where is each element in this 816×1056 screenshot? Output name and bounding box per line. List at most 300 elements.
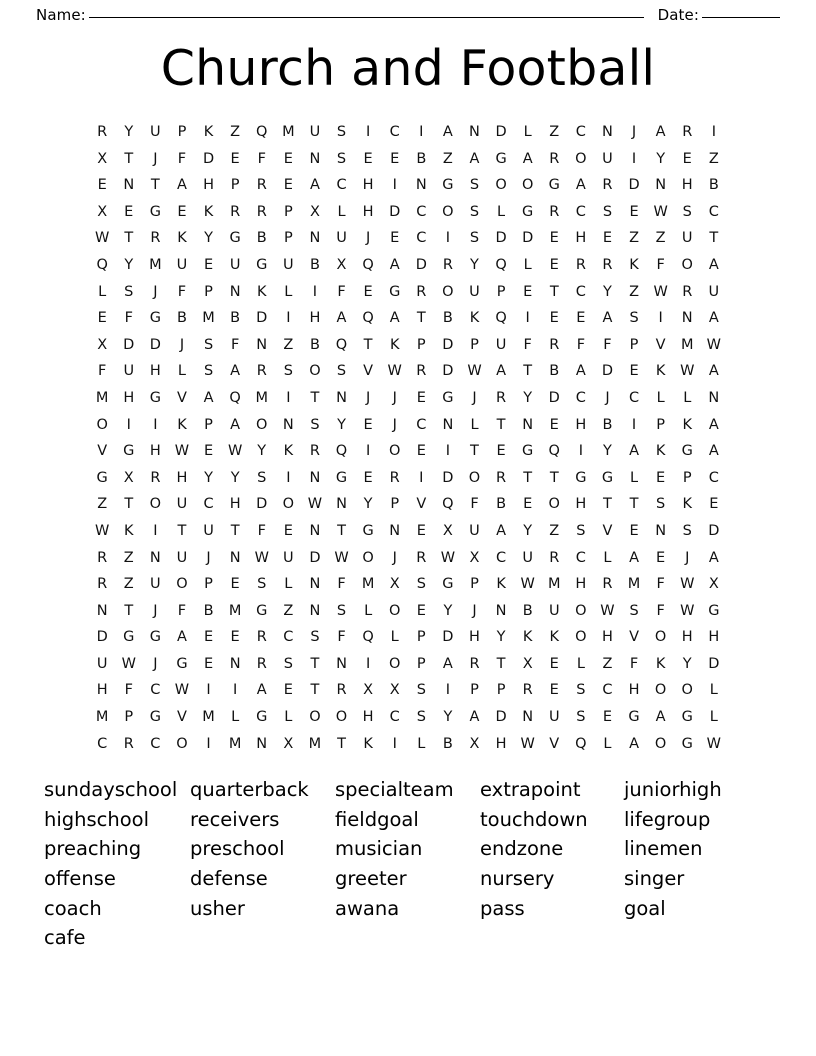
grid-cell[interactable]: Q xyxy=(442,496,454,513)
grid-cell[interactable]: A xyxy=(708,549,719,566)
grid-cell[interactable]: P xyxy=(496,283,506,300)
grid-cell[interactable]: B xyxy=(203,602,214,619)
grid-cell[interactable]: Y xyxy=(257,443,267,460)
grid-cell[interactable]: X xyxy=(97,203,108,220)
grid-cell[interactable]: T xyxy=(523,469,533,486)
grid-cell[interactable]: R xyxy=(256,629,267,646)
grid-cell[interactable]: K xyxy=(522,629,533,646)
grid-cell[interactable]: F xyxy=(177,283,187,300)
grid-cell[interactable]: S xyxy=(602,203,613,220)
grid-cell[interactable]: F xyxy=(523,336,532,353)
word-list-item[interactable]: offense xyxy=(44,867,116,891)
grid-cell[interactable]: E xyxy=(283,150,293,167)
grid-cell[interactable]: T xyxy=(470,443,479,460)
grid-cell[interactable]: E xyxy=(416,522,426,539)
grid-cell[interactable]: I xyxy=(392,177,397,194)
grid-cell[interactable]: W xyxy=(680,602,695,619)
word-list-item[interactable]: musician xyxy=(335,837,423,861)
date-field[interactable] xyxy=(658,6,780,24)
grid-cell[interactable]: T xyxy=(310,682,320,699)
grid-cell[interactable]: J xyxy=(392,416,397,433)
grid-cell[interactable]: O xyxy=(468,469,481,486)
grid-cell[interactable]: Y xyxy=(204,230,213,247)
grid-cell[interactable]: P xyxy=(230,177,240,194)
grid-cell[interactable]: O xyxy=(442,203,454,220)
word-list-item[interactable]: greeter xyxy=(335,867,407,891)
grid-cell[interactable]: W xyxy=(653,283,668,300)
grid-cell[interactable]: B xyxy=(309,256,320,273)
grid-cell[interactable]: W xyxy=(174,443,190,460)
grid-cell[interactable]: B xyxy=(708,177,719,194)
word-list-item[interactable]: quarterback xyxy=(190,778,309,802)
grid-cell[interactable]: D xyxy=(256,310,268,327)
grid-cell[interactable]: G xyxy=(149,629,161,646)
grid-cell[interactable]: R xyxy=(123,735,134,752)
grid-cell[interactable]: M xyxy=(627,576,641,593)
grid-cell[interactable]: R xyxy=(549,549,560,566)
grid-cell[interactable]: Z xyxy=(549,124,560,140)
grid-cell[interactable]: M xyxy=(361,576,375,593)
grid-cell[interactable]: A xyxy=(442,124,453,140)
word-list-item[interactable]: awana xyxy=(335,896,400,920)
grid-cell[interactable]: C xyxy=(389,124,400,140)
grid-cell[interactable]: S xyxy=(469,230,480,247)
grid-cell[interactable]: W xyxy=(387,363,402,380)
grid-cell[interactable]: P xyxy=(682,469,692,486)
grid-cell[interactable]: X xyxy=(389,682,400,699)
grid-cell[interactable]: L xyxy=(523,256,532,273)
grid-cell[interactable]: E xyxy=(363,469,373,486)
grid-cell[interactable]: L xyxy=(98,283,107,300)
grid-cell[interactable]: J xyxy=(472,389,477,406)
grid-cell[interactable]: V xyxy=(602,522,613,539)
grid-cell[interactable]: I xyxy=(578,443,583,460)
grid-cell[interactable]: Q xyxy=(96,256,108,273)
grid-cell[interactable]: W xyxy=(440,549,456,566)
grid-cell[interactable]: D xyxy=(442,469,454,486)
grid-cell[interactable]: U xyxy=(283,549,294,566)
word-list-item[interactable]: highschool xyxy=(44,807,150,831)
grid-cell[interactable]: I xyxy=(126,416,131,433)
grid-cell[interactable]: S xyxy=(336,124,347,140)
grid-cell[interactable]: P xyxy=(470,576,479,593)
grid-cell[interactable]: A xyxy=(336,310,347,327)
grid-cell[interactable]: X xyxy=(442,522,453,539)
grid-cell[interactable]: N xyxy=(708,389,720,406)
grid-cell[interactable]: I xyxy=(445,230,451,247)
grid-cell[interactable]: J xyxy=(605,389,610,406)
grid-cell[interactable]: E xyxy=(656,549,666,566)
grid-cell[interactable]: F xyxy=(470,496,479,513)
grid-cell[interactable]: A xyxy=(708,256,719,273)
grid-cell[interactable]: U xyxy=(176,256,188,273)
grid-cell[interactable]: F xyxy=(629,655,639,672)
grid-cell[interactable]: Z xyxy=(283,336,294,353)
grid-cell[interactable]: D xyxy=(256,496,268,513)
grid-cell[interactable]: M xyxy=(308,735,322,752)
grid-cell[interactable]: U xyxy=(229,256,241,273)
grid-cell[interactable]: Q xyxy=(229,389,241,406)
grid-cell[interactable]: K xyxy=(496,576,506,593)
grid-cell[interactable]: S xyxy=(257,576,267,593)
grid-cell[interactable]: A xyxy=(575,363,586,380)
grid-cell[interactable]: R xyxy=(549,203,560,220)
grid-cell[interactable]: C xyxy=(575,549,586,566)
grid-cell[interactable]: Q xyxy=(495,256,507,273)
grid-cell[interactable]: S xyxy=(576,522,586,539)
grid-cell[interactable]: H xyxy=(575,496,587,513)
grid-cell[interactable]: P xyxy=(283,203,293,220)
grid-cell[interactable]: G xyxy=(123,443,135,460)
grid-cell[interactable]: J xyxy=(365,389,371,406)
grid-cell[interactable]: S xyxy=(203,336,214,353)
grid-cell[interactable]: S xyxy=(416,682,426,699)
grid-cell[interactable]: E xyxy=(656,469,666,486)
grid-cell[interactable]: E xyxy=(629,363,639,380)
grid-cell[interactable]: W xyxy=(307,496,323,513)
grid-cell[interactable]: H xyxy=(176,469,188,486)
grid-cell[interactable]: S xyxy=(283,363,293,380)
grid-cell[interactable]: H xyxy=(575,576,587,593)
grid-cell[interactable]: U xyxy=(495,336,507,353)
grid-cell[interactable]: Z xyxy=(97,496,108,513)
grid-cell[interactable]: X xyxy=(283,735,294,752)
grid-cell[interactable]: U xyxy=(283,256,294,273)
grid-cell[interactable]: Z xyxy=(629,230,640,247)
word-list-item[interactable]: linemen xyxy=(624,837,703,861)
grid-cell[interactable]: F xyxy=(177,150,187,167)
grid-cell[interactable]: A xyxy=(708,416,719,433)
grid-cell[interactable]: Z xyxy=(442,150,453,167)
grid-cell[interactable]: I xyxy=(445,443,451,460)
grid-cell[interactable]: Z xyxy=(230,124,241,140)
grid-cell[interactable]: J xyxy=(153,283,158,300)
grid-cell[interactable]: M xyxy=(228,602,242,619)
word-list-item[interactable]: nursery xyxy=(480,867,555,891)
grid-cell[interactable]: E xyxy=(97,310,107,327)
grid-cell[interactable]: N xyxy=(309,469,321,486)
grid-cell[interactable]: D xyxy=(389,203,401,220)
grid-cell[interactable]: I xyxy=(711,124,716,140)
grid-cell[interactable]: B xyxy=(176,310,187,327)
grid-cell[interactable]: D xyxy=(495,709,507,726)
grid-cell[interactable]: T xyxy=(629,496,639,513)
grid-cell[interactable]: G xyxy=(442,576,454,593)
grid-cell[interactable]: X xyxy=(97,150,108,167)
grid-cell[interactable]: X xyxy=(469,549,480,566)
grid-cell[interactable]: B xyxy=(496,496,507,513)
grid-cell[interactable]: O xyxy=(388,602,401,619)
grid-cell[interactable]: S xyxy=(469,177,480,194)
grid-cell[interactable]: L xyxy=(284,283,293,300)
grid-cell[interactable]: T xyxy=(416,310,426,327)
grid-cell[interactable]: N xyxy=(389,522,401,539)
grid-cell[interactable]: I xyxy=(312,283,318,300)
grid-cell[interactable]: T xyxy=(310,655,320,672)
grid-cell[interactable]: E xyxy=(709,496,719,513)
grid-cell[interactable]: K xyxy=(177,230,187,247)
grid-cell[interactable]: J xyxy=(472,602,477,619)
grid-cell[interactable]: O xyxy=(335,709,348,726)
grid-cell[interactable]: Y xyxy=(523,389,533,406)
grid-cell[interactable]: T xyxy=(549,469,559,486)
grid-cell[interactable]: Q xyxy=(362,310,374,327)
grid-cell[interactable]: A xyxy=(442,655,453,672)
grid-cell[interactable]: H xyxy=(309,310,321,327)
grid-cell[interactable]: G xyxy=(149,310,161,327)
grid-cell[interactable]: P xyxy=(470,336,479,353)
grid-cell[interactable]: R xyxy=(309,443,320,460)
grid-cell[interactable]: I xyxy=(365,124,371,140)
grid-cell[interactable]: I xyxy=(153,416,158,433)
grid-cell[interactable]: T xyxy=(150,177,160,194)
grid-cell[interactable]: K xyxy=(177,416,187,433)
grid-cell[interactable]: U xyxy=(176,496,188,513)
grid-cell[interactable]: W xyxy=(174,682,190,699)
grid-cell[interactable]: S xyxy=(124,283,134,300)
grid-cell[interactable]: I xyxy=(445,682,451,699)
grid-cell[interactable]: S xyxy=(682,203,692,220)
grid-cell[interactable]: K xyxy=(256,283,267,300)
grid-cell[interactable]: A xyxy=(575,177,586,194)
grid-cell[interactable]: N xyxy=(309,602,321,619)
grid-cell[interactable]: E xyxy=(682,150,692,167)
grid-cell[interactable]: C xyxy=(575,389,586,406)
word-list-item[interactable]: endzone xyxy=(480,837,564,861)
grid-cell[interactable]: P xyxy=(124,709,134,726)
grid-cell[interactable]: S xyxy=(576,682,586,699)
grid-cell[interactable]: T xyxy=(230,522,240,539)
grid-cell[interactable]: H xyxy=(681,629,693,646)
grid-cell[interactable]: L xyxy=(390,629,399,646)
grid-cell[interactable]: O xyxy=(309,709,321,726)
grid-cell[interactable]: Y xyxy=(363,496,373,513)
grid-cell[interactable]: N xyxy=(123,177,135,194)
grid-cell[interactable]: C xyxy=(708,203,719,220)
grid-cell[interactable]: S xyxy=(629,310,639,327)
grid-cell[interactable]: J xyxy=(179,336,185,353)
grid-cell[interactable]: H xyxy=(681,177,693,194)
grid-cell[interactable]: D xyxy=(495,124,507,140)
grid-cell[interactable]: L xyxy=(284,709,293,726)
grid-cell[interactable]: L xyxy=(417,735,426,752)
grid-cell[interactable]: P xyxy=(204,576,213,593)
grid-cell[interactable]: B xyxy=(522,602,533,619)
grid-cell[interactable]: K xyxy=(629,256,639,273)
grid-cell[interactable]: B xyxy=(416,150,427,167)
grid-cell[interactable]: A xyxy=(655,124,666,140)
grid-cell[interactable]: L xyxy=(709,682,718,699)
grid-cell[interactable]: A xyxy=(469,150,480,167)
grid-cell[interactable]: P xyxy=(496,682,506,699)
grid-cell[interactable]: G xyxy=(548,177,560,194)
grid-cell[interactable]: E xyxy=(283,682,293,699)
grid-cell[interactable]: Y xyxy=(230,469,240,486)
grid-cell[interactable]: B xyxy=(256,230,267,247)
grid-cell[interactable]: V xyxy=(629,629,639,646)
grid-cell[interactable]: V xyxy=(549,735,560,752)
grid-cell[interactable]: S xyxy=(310,416,320,433)
grid-cell[interactable]: M xyxy=(95,389,109,406)
grid-cell[interactable]: O xyxy=(176,735,188,752)
grid-cell[interactable]: G xyxy=(96,469,108,486)
grid-cell[interactable]: U xyxy=(602,150,613,167)
grid-cell[interactable]: J xyxy=(685,549,690,566)
grid-cell[interactable]: A xyxy=(230,416,241,433)
grid-cell[interactable]: O xyxy=(654,629,667,646)
grid-cell[interactable]: N xyxy=(681,310,693,327)
grid-cell[interactable]: D xyxy=(708,655,720,672)
grid-cell[interactable]: D xyxy=(628,177,640,194)
grid-cell[interactable]: K xyxy=(203,124,214,140)
grid-cell[interactable]: R xyxy=(549,336,560,353)
grid-cell[interactable]: I xyxy=(233,682,238,699)
grid-cell[interactable]: B xyxy=(309,336,320,353)
grid-cell[interactable]: O xyxy=(388,655,401,672)
grid-cell[interactable]: A xyxy=(522,150,533,167)
grid-cell[interactable]: H xyxy=(203,177,214,194)
grid-cell[interactable]: C xyxy=(336,177,347,194)
grid-cell[interactable]: F xyxy=(257,522,266,539)
grid-cell[interactable]: R xyxy=(97,549,108,566)
grid-cell[interactable]: G xyxy=(149,203,161,220)
grid-cell[interactable]: K xyxy=(655,443,666,460)
grid-cell[interactable]: G xyxy=(149,389,161,406)
grid-cell[interactable]: R xyxy=(682,283,693,300)
grid-cell[interactable]: R xyxy=(522,682,533,699)
grid-cell[interactable]: E xyxy=(416,443,426,460)
grid-cell[interactable]: U xyxy=(123,363,135,380)
word-list-item[interactable]: goal xyxy=(624,896,666,920)
grid-cell[interactable]: E xyxy=(363,416,373,433)
grid-cell[interactable]: N xyxy=(256,735,268,752)
grid-cell[interactable]: O xyxy=(681,682,693,699)
grid-cell[interactable]: G xyxy=(442,389,454,406)
grid-cell[interactable]: N xyxy=(282,416,294,433)
grid-cell[interactable]: O xyxy=(309,363,321,380)
grid-cell[interactable]: T xyxy=(496,416,506,433)
grid-cell[interactable]: J xyxy=(206,549,211,566)
grid-cell[interactable]: Y xyxy=(656,150,666,167)
grid-cell[interactable]: R xyxy=(336,682,347,699)
grid-cell[interactable]: H xyxy=(362,177,374,194)
grid-cell[interactable]: H xyxy=(708,629,720,646)
grid-cell[interactable]: E xyxy=(390,150,400,167)
grid-cell[interactable]: I xyxy=(286,469,291,486)
grid-cell[interactable]: O xyxy=(495,177,507,194)
grid-cell[interactable]: T xyxy=(124,602,134,619)
grid-cell[interactable]: A xyxy=(629,735,639,752)
grid-cell[interactable]: L xyxy=(364,602,373,619)
grid-cell[interactable]: A xyxy=(629,549,639,566)
grid-cell[interactable]: K xyxy=(682,416,692,433)
grid-cell[interactable]: C xyxy=(389,709,400,726)
grid-cell[interactable]: R xyxy=(416,363,427,380)
grid-cell[interactable]: D xyxy=(442,336,454,353)
grid-cell[interactable]: Z xyxy=(629,283,640,300)
grid-cell[interactable]: N xyxy=(309,150,321,167)
grid-cell[interactable]: A xyxy=(389,256,400,273)
grid-cell[interactable]: E xyxy=(629,203,639,220)
grid-cell[interactable]: H xyxy=(96,682,108,699)
grid-cell[interactable]: H xyxy=(149,363,161,380)
grid-cell[interactable]: I xyxy=(286,389,291,406)
grid-cell[interactable]: W xyxy=(95,230,110,247)
grid-cell[interactable]: O xyxy=(282,496,295,513)
grid-cell[interactable]: F xyxy=(337,576,346,593)
grid-cell[interactable]: F xyxy=(576,336,586,353)
grid-cell[interactable]: O xyxy=(654,682,667,699)
grid-cell[interactable]: W xyxy=(121,655,136,672)
grid-cell[interactable]: K xyxy=(124,522,134,539)
grid-cell[interactable]: X xyxy=(708,576,719,593)
grid-cell[interactable]: R xyxy=(150,469,161,486)
grid-cell[interactable]: O xyxy=(681,256,693,273)
grid-cell[interactable]: M xyxy=(282,124,295,140)
word-list-item[interactable]: singer xyxy=(624,867,685,891)
grid-cell[interactable]: B xyxy=(442,735,453,752)
grid-cell[interactable]: S xyxy=(416,576,426,593)
grid-cell[interactable]: I xyxy=(365,655,371,672)
grid-cell[interactable]: U xyxy=(150,124,161,140)
grid-cell[interactable]: S xyxy=(336,363,347,380)
grid-cell[interactable]: G xyxy=(335,469,348,486)
grid-cell[interactable]: E xyxy=(602,709,613,726)
grid-cell[interactable]: U xyxy=(708,283,720,300)
grid-cell[interactable]: D xyxy=(708,522,720,539)
grid-cell[interactable]: P xyxy=(390,496,400,513)
grid-cell[interactable]: F xyxy=(177,602,187,619)
grid-cell[interactable]: T xyxy=(363,336,373,353)
grid-cell[interactable]: V xyxy=(655,336,666,353)
grid-cell[interactable]: J xyxy=(392,549,397,566)
grid-cell[interactable]: N xyxy=(336,655,347,672)
grid-cell[interactable]: N xyxy=(256,336,268,353)
grid-cell[interactable]: E xyxy=(549,310,559,327)
grid-cell[interactable]: E xyxy=(496,443,506,460)
grid-cell[interactable]: Y xyxy=(470,256,479,273)
grid-cell[interactable]: E xyxy=(230,150,240,167)
grid-cell[interactable]: C xyxy=(708,469,719,486)
grid-cell[interactable]: B xyxy=(602,416,613,433)
grid-cell[interactable]: M xyxy=(95,709,109,726)
grid-cell[interactable]: Y xyxy=(443,709,453,726)
grid-cell[interactable]: N xyxy=(655,177,667,194)
grid-cell[interactable]: Q xyxy=(256,124,268,140)
grid-cell[interactable]: D xyxy=(548,389,560,406)
grid-cell[interactable]: O xyxy=(521,177,534,194)
grid-cell[interactable]: E xyxy=(363,150,373,167)
grid-cell[interactable]: Y xyxy=(682,655,692,672)
grid-cell[interactable]: Q xyxy=(575,735,587,752)
grid-cell[interactable]: T xyxy=(124,496,134,513)
grid-cell[interactable]: H xyxy=(362,709,374,726)
grid-cell[interactable]: E xyxy=(283,177,293,194)
grid-cell[interactable]: G xyxy=(575,469,587,486)
grid-cell[interactable]: Y xyxy=(124,124,134,140)
grid-cell[interactable]: T xyxy=(523,363,533,380)
grid-cell[interactable]: B xyxy=(549,363,560,380)
grid-cell[interactable]: T xyxy=(124,150,134,167)
grid-cell[interactable]: G xyxy=(681,443,693,460)
word-list-item[interactable]: fieldgoal xyxy=(335,807,419,831)
grid-cell[interactable]: Y xyxy=(204,469,213,486)
grid-cell[interactable]: G xyxy=(522,443,534,460)
grid-cell[interactable]: R xyxy=(256,655,267,672)
grid-cell[interactable]: I xyxy=(153,522,158,539)
grid-cell[interactable]: O xyxy=(548,496,560,513)
grid-cell[interactable]: D xyxy=(442,363,454,380)
